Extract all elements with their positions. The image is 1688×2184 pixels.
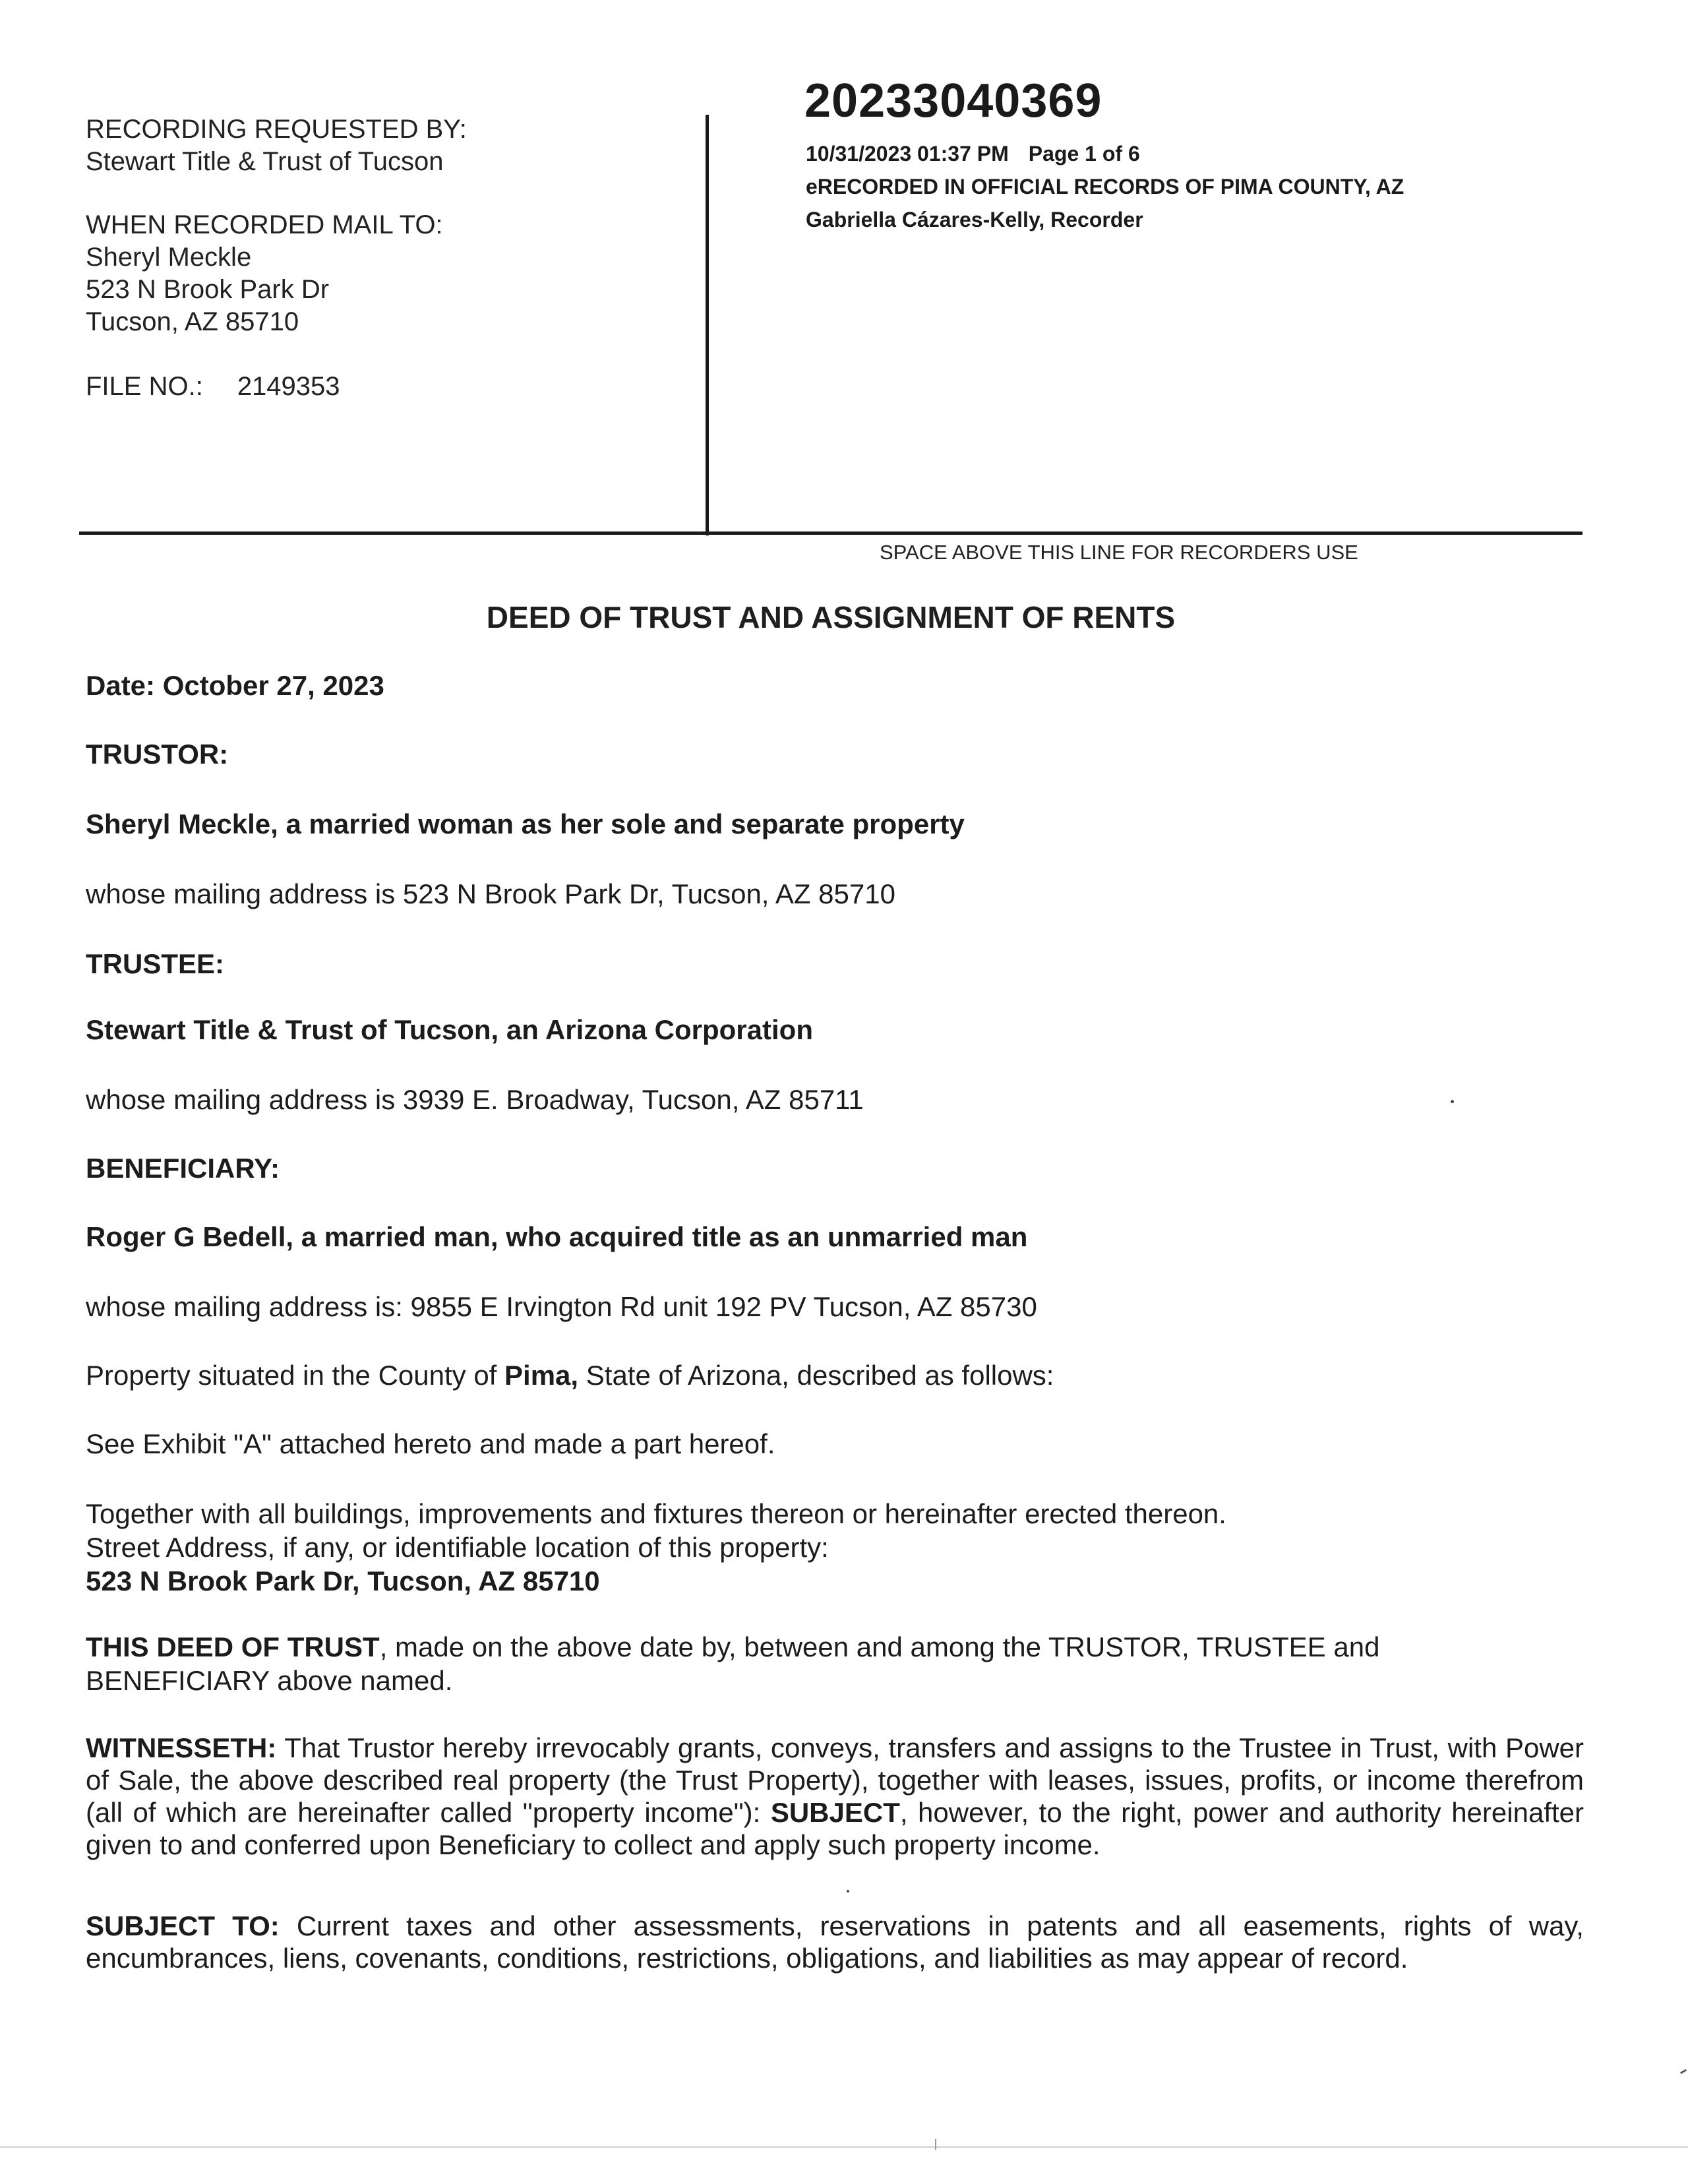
deed-lead: THIS DEED OF TRUST	[86, 1631, 380, 1662]
recording-info-block	[86, 113, 467, 403]
trustor-address: whose mailing address is 523 N Brook Park Dr, Tucson, AZ 85710	[86, 878, 895, 909]
recording-requested-label: RECORDING REQUESTED BY:	[86, 115, 467, 144]
witness-text-1: That Trustor hereby irrevocably grants, conveys, transfers and assigns to the Trustee in Trust, with Power of Sale, the above described real property (the Trust Property), together with leases, issues, profits, or income therefrom (all of which are hereinafter called "property income"):	[86, 1732, 1584, 1828]
recording-document-number: 20233040369	[804, 75, 1102, 127]
recording-datetime: 10/31/2023 01:37 PM	[806, 142, 1009, 166]
situated-prefix: Property situated in the County of	[86, 1360, 505, 1391]
trustee-label: TRUSTEE:	[86, 948, 224, 979]
file-number-row	[86, 371, 467, 403]
deed-text: , made on the above date by, between and among the TRUSTOR, TRUSTEE and BENEFICIARY above named.	[86, 1631, 1380, 1696]
file-no-label: FILE NO.:	[86, 372, 203, 401]
space-above-note: SPACE ABOVE THIS LINE FOR RECORDERS USE	[880, 541, 1358, 564]
subject-to-lead: SUBJECT TO:	[86, 1910, 280, 1941]
street-address-label: Street Address, if any, or identifiable location of this property:	[86, 1532, 829, 1563]
stray-mark	[847, 1890, 849, 1893]
mail-to-street: 523 N Brook Park Dr	[86, 275, 330, 304]
recorder-stamp	[806, 137, 1404, 236]
trustor-name: Sheryl Meckle, a married woman as her sole and separate property	[86, 808, 965, 839]
witness-lead: WITNESSETH:	[86, 1732, 277, 1763]
recorded-statement: eRECORDED IN OFFICIAL RECORDS OF PIMA COUNTY, AZ	[806, 175, 1404, 198]
property-description	[86, 1497, 1584, 1598]
witness-subject: SUBJECT	[770, 1797, 900, 1828]
recorder-space-divider	[79, 531, 1582, 535]
scan-bottom-edge	[0, 2146, 1688, 2148]
witnesseth-clause	[86, 1732, 1584, 1861]
beneficiary-address: whose mailing address is: 9855 E Irvington Rd unit 192 PV Tucson, AZ 85730	[86, 1291, 1037, 1322]
mail-to-name: Sheryl Meckle	[86, 243, 252, 272]
page-info: Page 1 of 6	[1028, 142, 1140, 166]
document-title: DEED OF TRUST AND ASSIGNMENT OF RENTS	[486, 600, 1176, 634]
trustee-name: Stewart Title & Trust of Tucson, an Arizona Corporation	[86, 1014, 813, 1045]
recorder-name: Gabriella Cázares-Kelly, Recorder	[806, 208, 1143, 231]
beneficiary-label: BENEFICIARY:	[86, 1153, 280, 1184]
together-line: Together with all buildings, improvements and fixtures thereon or hereinafter erected thereon.	[86, 1498, 1226, 1529]
trustee-address: whose mailing address is 3939 E. Broadway, Tucson, AZ 85711	[86, 1084, 864, 1115]
file-no-value: 2149353	[237, 372, 340, 401]
spacer	[86, 338, 467, 371]
mail-to-city: Tucson, AZ 85710	[86, 307, 299, 336]
county-name: Pima,	[504, 1360, 579, 1391]
trustor-label: TRUSTOR:	[86, 739, 229, 770]
scan-tick-mark	[935, 2139, 936, 2150]
exhibit-reference: See Exhibit "A" attached hereto and made a part hereof.	[86, 1428, 775, 1459]
subject-to-clause	[86, 1910, 1584, 1974]
recording-datetime-row	[806, 137, 1404, 170]
street-address: 523 N Brook Park Dr, Tucson, AZ 85710	[86, 1565, 600, 1596]
scan-edge-mark	[1680, 2069, 1687, 2075]
beneficiary-name: Roger G Bedell, a married man, who acquired title as an unmarried man	[86, 1221, 1028, 1252]
recording-requested-by: Stewart Title & Trust of Tucson	[86, 147, 444, 176]
stray-mark	[1451, 1100, 1454, 1103]
situated-suffix: State of Arizona, described as follows:	[578, 1360, 1054, 1391]
property-situated	[86, 1358, 1584, 1392]
witness-text-2: , however, to the right, power and authority hereinafter given to and conferred upon Beneficiary to collect and apply such property income.	[86, 1797, 1584, 1860]
vertical-divider	[706, 115, 709, 535]
subject-to-text: Current taxes and other assessments, reservations in patents and all easements, rights of way, encumbrances, liens, covenants, conditions, restrictions, obligations, and liabilities as may appear of record.	[86, 1910, 1584, 1974]
document-date: Date: October 27, 2023	[86, 670, 384, 701]
spacer	[86, 178, 467, 209]
deed-clause	[86, 1630, 1523, 1697]
mail-to-label: WHEN RECORDED MAIL TO:	[86, 210, 443, 239]
